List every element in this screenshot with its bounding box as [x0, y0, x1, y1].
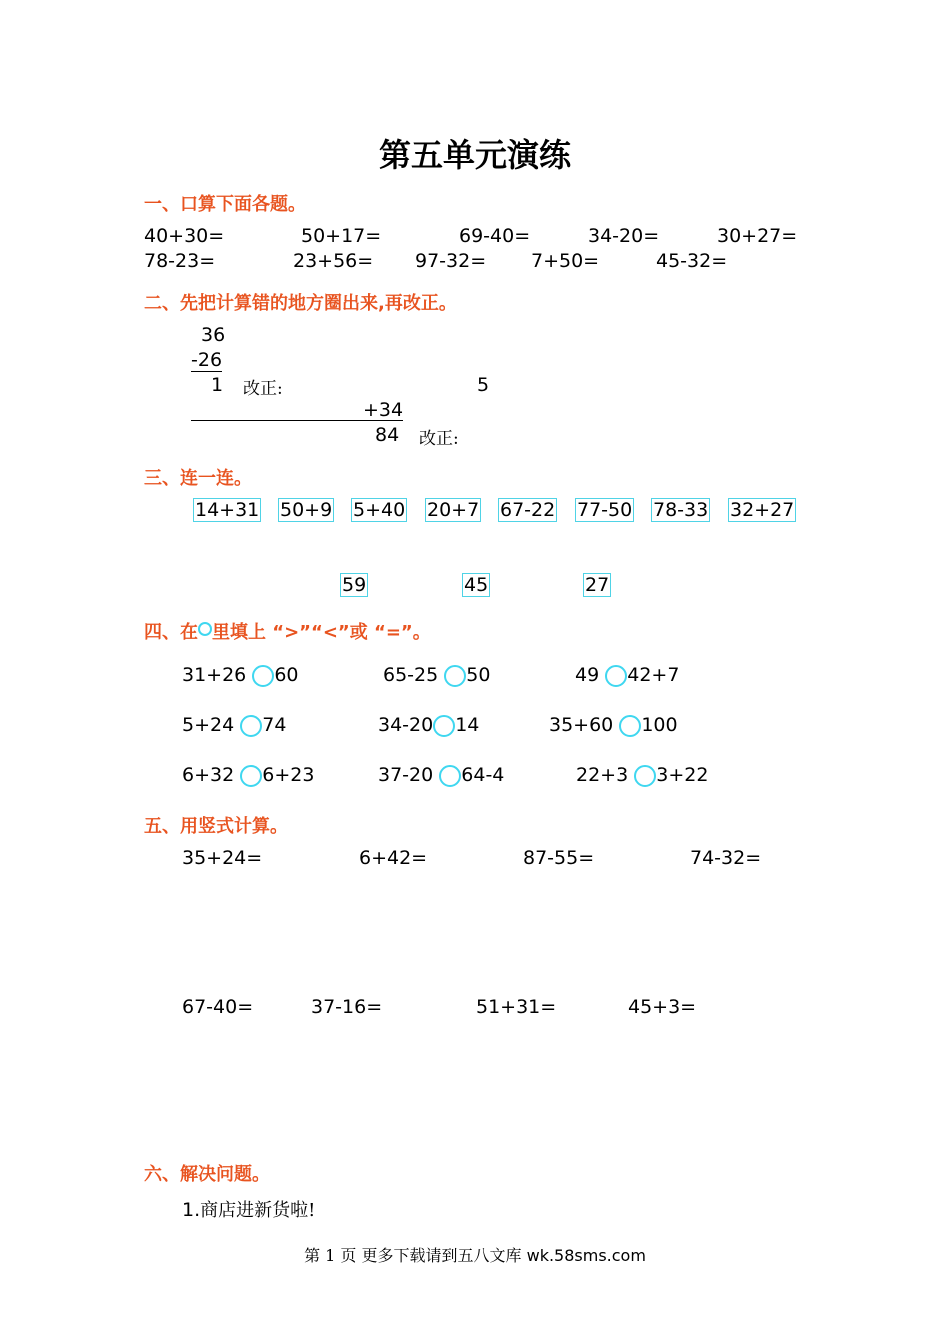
compare-item — [575, 664, 679, 687]
circle-icon — [198, 622, 212, 636]
compare-item — [383, 664, 490, 687]
match-answer[interactable]: 27 — [585, 574, 610, 596]
compare-circle[interactable] — [444, 665, 466, 687]
vertical-top-number: 36 — [201, 324, 226, 346]
s5-item: 35+24= — [182, 847, 263, 869]
section-4-heading-a: 四、在 — [144, 622, 198, 643]
page-footer — [0, 1243, 950, 1266]
s1-item: 50+17= — [301, 225, 382, 247]
s5-item: 6+42= — [359, 847, 428, 869]
question-number: 1. — [182, 1199, 201, 1221]
fix-label: 改正: — [243, 379, 283, 399]
s1-item: 78-23= — [144, 250, 216, 272]
compare-left: 22+3 — [576, 764, 629, 786]
match-expression[interactable]: 5+40 — [353, 499, 406, 521]
compare-item — [576, 764, 708, 787]
s1-item: 30+27= — [717, 225, 798, 247]
s1-item: 97-32= — [415, 250, 487, 272]
vertical-b-top: 5 — [477, 374, 490, 396]
match-expression[interactable]: 67-22 — [500, 499, 556, 521]
match-expression[interactable]: 32+27 — [730, 499, 795, 521]
compare-circle[interactable] — [605, 665, 627, 687]
compare-circle[interactable] — [240, 765, 262, 787]
compare-right: 14 — [455, 714, 480, 736]
footer-text: 第 1 页 更多下载请到五八文库 — [304, 1246, 522, 1265]
compare-item — [549, 714, 678, 737]
compare-right: 64-4 — [461, 764, 505, 786]
s1-item: 23+56= — [293, 250, 374, 272]
match-expression[interactable]: 77-50 — [577, 499, 633, 521]
section-4-heading — [144, 618, 431, 644]
s5-item: 37-16= — [311, 996, 383, 1018]
s5-item: 67-40= — [182, 996, 254, 1018]
fix-label: 改正: — [419, 429, 459, 449]
footer-url[interactable]: wk.58sms.com — [526, 1246, 646, 1265]
compare-right: 74 — [262, 714, 287, 736]
compare-circle[interactable] — [252, 665, 274, 687]
compare-circle[interactable] — [433, 715, 455, 737]
question-1 — [182, 1196, 315, 1222]
section-1-heading: 一、口算下面各题。 — [144, 194, 306, 215]
compare-right: 100 — [641, 714, 678, 736]
compare-left: 34-20 — [378, 714, 434, 736]
compare-left: 49 — [575, 664, 600, 686]
section-5-heading: 五、用竖式计算。 — [144, 816, 288, 837]
compare-right: 50 — [466, 664, 491, 686]
section-2-heading: 二、先把计算错的地方圈出来,再改正。 — [144, 293, 457, 314]
compare-circle[interactable] — [240, 715, 262, 737]
compare-left: 6+32 — [182, 764, 235, 786]
vertical-subtrahend: -26 — [191, 349, 223, 371]
compare-right: 42+7 — [627, 664, 680, 686]
vertical-b-addend: +34 — [363, 399, 404, 421]
vertical-b-result: 84 — [375, 424, 400, 446]
match-expression[interactable]: 78-33 — [653, 499, 709, 521]
compare-left: 65-25 — [383, 664, 439, 686]
compare-left: 31+26 — [182, 664, 247, 686]
compare-item — [182, 714, 286, 737]
match-answer[interactable]: 59 — [342, 574, 367, 596]
section-4-heading-b: 里填上 “>”“<”或 “=”。 — [212, 622, 431, 643]
compare-item — [182, 764, 314, 787]
match-expression[interactable]: 14+31 — [195, 499, 260, 521]
s5-item: 51+31= — [476, 996, 557, 1018]
s1-item: 34-20= — [588, 225, 660, 247]
s5-item: 74-32= — [690, 847, 762, 869]
section-6-heading: 六、解决问题。 — [144, 1164, 270, 1185]
compare-right: 6+23 — [262, 764, 315, 786]
s1-item: 45-32= — [656, 250, 728, 272]
compare-circle[interactable] — [619, 715, 641, 737]
compare-item — [182, 664, 299, 687]
s1-item: 7+50= — [531, 250, 600, 272]
s5-item: 45+3= — [628, 996, 697, 1018]
compare-left: 5+24 — [182, 714, 235, 736]
s1-item: 69-40= — [459, 225, 531, 247]
match-answer[interactable]: 45 — [464, 574, 489, 596]
compare-left: 35+60 — [549, 714, 614, 736]
compare-item — [378, 764, 504, 787]
compare-circle[interactable] — [439, 765, 461, 787]
compare-right: 3+22 — [656, 764, 709, 786]
compare-item — [378, 714, 479, 737]
section-3-heading: 三、连一连。 — [144, 468, 252, 489]
compare-left: 37-20 — [378, 764, 434, 786]
question-text: 商店进新货啦! — [200, 1200, 316, 1221]
page-title: 第五单元演练 — [378, 136, 571, 174]
s5-item: 87-55= — [523, 847, 595, 869]
match-expression[interactable]: 20+7 — [427, 499, 480, 521]
match-expression[interactable]: 50+9 — [280, 499, 333, 521]
s1-item: 40+30= — [144, 225, 225, 247]
compare-right: 60 — [274, 664, 299, 686]
vertical-result: 1 — [211, 374, 224, 396]
compare-circle[interactable] — [634, 765, 656, 787]
